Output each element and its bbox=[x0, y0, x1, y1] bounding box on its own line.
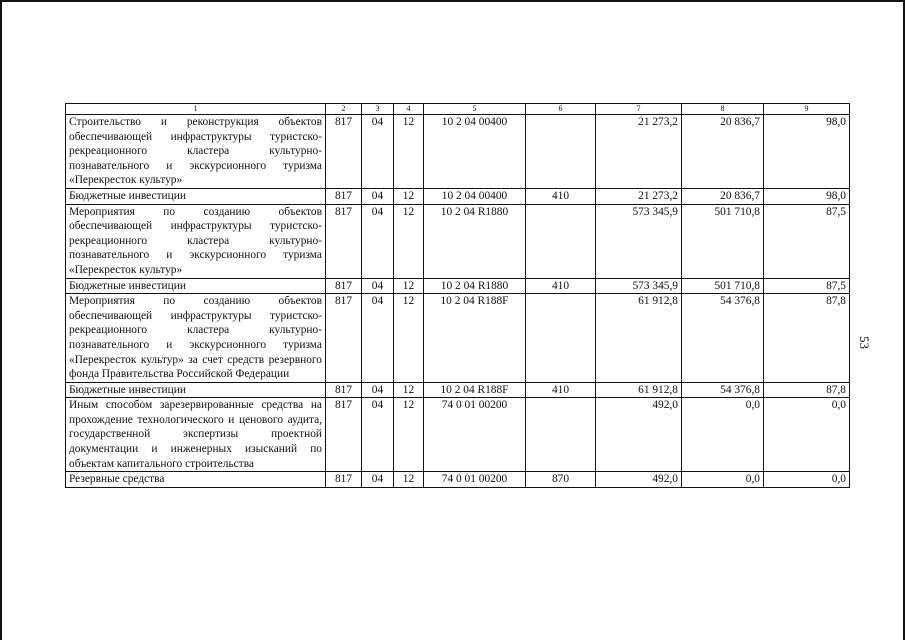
cell-expense-type: 410 bbox=[526, 188, 596, 204]
column-header: 9 bbox=[764, 104, 850, 115]
cell-subsection: 12 bbox=[394, 472, 424, 488]
column-number-row bbox=[66, 104, 850, 115]
cell-section: 04 bbox=[362, 278, 394, 294]
cell-plan: 21 273,2 bbox=[596, 115, 682, 189]
cell-grbs: 817 bbox=[326, 398, 362, 472]
cell-target-article: 10 2 04 R188F bbox=[424, 294, 526, 383]
cell-target-article: 10 2 04 00400 bbox=[424, 188, 526, 204]
cell-subsection: 12 bbox=[394, 398, 424, 472]
cell-target-article: 10 2 04 00400 bbox=[424, 115, 526, 189]
cell-plan: 573 345,9 bbox=[596, 278, 682, 294]
cell-grbs: 817 bbox=[326, 382, 362, 398]
cell-subsection: 12 bbox=[394, 115, 424, 189]
page-edge-top bbox=[0, 0, 905, 2]
cell-fact: 501 710,8 bbox=[682, 278, 764, 294]
cell-plan: 492,0 bbox=[596, 472, 682, 488]
row-name: Резервные средства bbox=[66, 472, 326, 488]
cell-plan: 61 912,8 bbox=[596, 294, 682, 383]
cell-grbs: 817 bbox=[326, 204, 362, 278]
table-row bbox=[66, 115, 850, 189]
table-row bbox=[66, 188, 850, 204]
cell-expense-type bbox=[526, 294, 596, 383]
column-header: 3 bbox=[362, 104, 394, 115]
cell-fact: 20 836,7 bbox=[682, 188, 764, 204]
cell-target-article: 74 0 01 00200 bbox=[424, 472, 526, 488]
cell-grbs: 817 bbox=[326, 278, 362, 294]
cell-subsection: 12 bbox=[394, 382, 424, 398]
page-edge-left bbox=[0, 0, 2, 640]
row-name: Строительство и реконструкция объектов обеспечивающей инфраструктуры туристско-рекреационного кластера культурно-познавательного и экскурсионного туризма «Перекресток культур» bbox=[66, 115, 326, 189]
budget-execution-table bbox=[65, 103, 850, 488]
cell-grbs: 817 bbox=[326, 115, 362, 189]
column-header: 6 bbox=[526, 104, 596, 115]
row-name: Иным способом зарезервированные средства на прохождение технологического и ценового аудита, государственной экспертизы проектной документации и инженерных изысканий по объектам капитального строительства bbox=[66, 398, 326, 472]
cell-percent: 87,5 bbox=[764, 204, 850, 278]
cell-section: 04 bbox=[362, 115, 394, 189]
cell-subsection: 12 bbox=[394, 278, 424, 294]
row-name: Мероприятия по созданию объектов обеспечивающей инфраструктуры туристско-рекреационного кластера культурно-познавательного и экскурсионного туризма «Перекресток культур» bbox=[66, 204, 326, 278]
cell-expense-type bbox=[526, 398, 596, 472]
table-row bbox=[66, 472, 850, 488]
cell-grbs: 817 bbox=[326, 294, 362, 383]
cell-percent: 0,0 bbox=[764, 398, 850, 472]
page-number: 53 bbox=[857, 336, 872, 349]
table-row bbox=[66, 294, 850, 383]
cell-percent: 98,0 bbox=[764, 115, 850, 189]
cell-plan: 61 912,8 bbox=[596, 382, 682, 398]
cell-fact: 20 836,7 bbox=[682, 115, 764, 189]
cell-fact: 54 376,8 bbox=[682, 294, 764, 383]
cell-section: 04 bbox=[362, 188, 394, 204]
column-header: 7 bbox=[596, 104, 682, 115]
row-name: Бюджетные инвестиции bbox=[66, 278, 326, 294]
cell-section: 04 bbox=[362, 382, 394, 398]
cell-grbs: 817 bbox=[326, 472, 362, 488]
cell-target-article: 10 2 04 R1880 bbox=[424, 204, 526, 278]
cell-target-article: 10 2 04 R1880 bbox=[424, 278, 526, 294]
cell-fact: 501 710,8 bbox=[682, 204, 764, 278]
cell-section: 04 bbox=[362, 294, 394, 383]
cell-fact: 0,0 bbox=[682, 472, 764, 488]
cell-subsection: 12 bbox=[394, 188, 424, 204]
table-row bbox=[66, 278, 850, 294]
cell-plan: 492,0 bbox=[596, 398, 682, 472]
cell-section: 04 bbox=[362, 204, 394, 278]
cell-percent: 0,0 bbox=[764, 472, 850, 488]
column-header: 5 bbox=[424, 104, 526, 115]
cell-expense-type bbox=[526, 115, 596, 189]
column-header: 8 bbox=[682, 104, 764, 115]
cell-percent: 87,5 bbox=[764, 278, 850, 294]
cell-section: 04 bbox=[362, 472, 394, 488]
cell-plan: 21 273,2 bbox=[596, 188, 682, 204]
cell-subsection: 12 bbox=[394, 204, 424, 278]
cell-subsection: 12 bbox=[394, 294, 424, 383]
cell-expense-type: 410 bbox=[526, 382, 596, 398]
cell-section: 04 bbox=[362, 398, 394, 472]
column-header: 4 bbox=[394, 104, 424, 115]
table-row bbox=[66, 204, 850, 278]
cell-percent: 87,8 bbox=[764, 294, 850, 383]
row-name: Мероприятия по созданию объектов обеспечивающей инфраструктуры туристско-рекреационного кластера культурно-познавательного и экскурсионного туризма «Перекресток культур» за счет средств резервного фонда Правительства Российской Федерации bbox=[66, 294, 326, 383]
cell-target-article: 74 0 01 00200 bbox=[424, 398, 526, 472]
table-row bbox=[66, 398, 850, 472]
cell-grbs: 817 bbox=[326, 188, 362, 204]
row-name: Бюджетные инвестиции bbox=[66, 382, 326, 398]
row-name: Бюджетные инвестиции bbox=[66, 188, 326, 204]
cell-expense-type: 410 bbox=[526, 278, 596, 294]
cell-target-article: 10 2 04 R188F bbox=[424, 382, 526, 398]
column-header: 1 bbox=[66, 104, 326, 115]
cell-fact: 54 376,8 bbox=[682, 382, 764, 398]
column-header: 2 bbox=[326, 104, 362, 115]
table-row bbox=[66, 382, 850, 398]
cell-expense-type bbox=[526, 204, 596, 278]
cell-expense-type: 870 bbox=[526, 472, 596, 488]
cell-percent: 98,0 bbox=[764, 188, 850, 204]
cell-fact: 0,0 bbox=[682, 398, 764, 472]
cell-plan: 573 345,9 bbox=[596, 204, 682, 278]
cell-percent: 87,8 bbox=[764, 382, 850, 398]
